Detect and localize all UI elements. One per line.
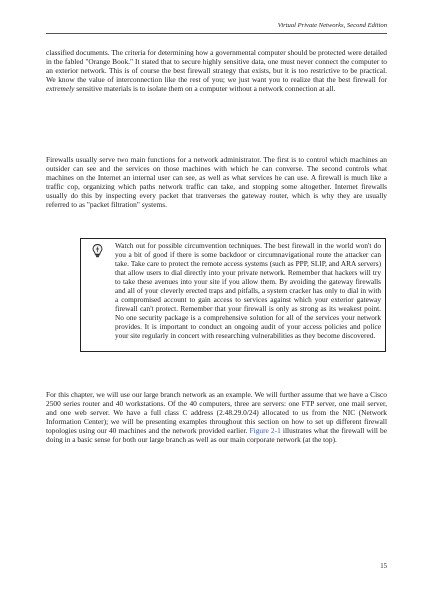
paragraph-text: illustrates what the firewall will be doing in a basic sense for both our large branch as well as our main corporate network (at the top). [46,426,388,445]
figure-reference-link[interactable]: Figure 2-1 [249,426,281,436]
paragraph-text: sensitive materials is to isolate them on a computer without a network connection at all. [74,84,336,94]
emphasis-extremely: extremely [46,84,75,94]
header-rule [46,33,387,34]
paragraph-firewall-functions: Firewalls usually serve two main functions for a network administrator. The first is to control which machines an outsider can see and the services on those machines with which he can converse. The second controls what machines on the Internet an internal user can see, as well as what services he can use. A firewall is much like a traffic cop, organizing which paths network traffic can take, and stopping some altogether. Internet firewalls usually do this by inspecting every packet that tranverses the gateway router, which is why they are usually referred to as "packet filtration" systems. [46,155,387,210]
note-text: Watch out for possible circumvention techniques. The best firewall in the world won't do you a bit of good if there is some backdoor or circumnavigational route the attacker can take. Take care to protect the remote access systems (such as PPP, SLIP, and ARA servers) that allow users to dial directly into your private network. Remember that hackers will try to take these avenues into your site if you allow them. By avoiding the gateway firewalls and all of your cleverly erected traps and pitfalls, a system cracker has only to dial in with a compromised account to gain access to services against which your exterior gateway firewall can't protect. Remember that your firewall is only as strong as its weakest point. No one security package is a comprehensive solution for all of the services your network provides. It is important to conduct an ongoing audit of your access policies and police your site regularly in concert with researching vulnerabilities as they become discovered. [115,241,381,340]
note-bulb-icon [90,243,105,258]
note-box [80,238,386,352]
running-header: Virtual Private Networks, Second Edition [277,22,387,29]
paragraph-branch-example [46,390,387,444]
paragraph-text: classified documents. The criteria for determining how a governmental computer should be protected were detailed in the fabled "Orange Book." It stated that to secure highly sensitive data, one must never connect the computer to an exterior network. This is of course the best firewall strategy that exists, but it is too restrictive to be practical. We know the value of interconnection like the rest of you; we just want you to realize that the best firewall for [46,48,387,85]
page-number: 15 [380,563,387,570]
paragraph-orange-book [46,48,387,93]
paragraph-text: For this chapter, we will use our large branch network as an example. We will further assume that we have a Cisco 2500 series router and 40 workstations. Of the 40 computers, three are servers: one FTP server, one mail server, and one web server. We have a full class C address (2.48.29.0/24) allocated to us from the NIC (Network Information Center); we will be presenting examples throughout this section on how to set up different firewall topologies using our 40 machines and the network provided earlier. [46,390,387,436]
